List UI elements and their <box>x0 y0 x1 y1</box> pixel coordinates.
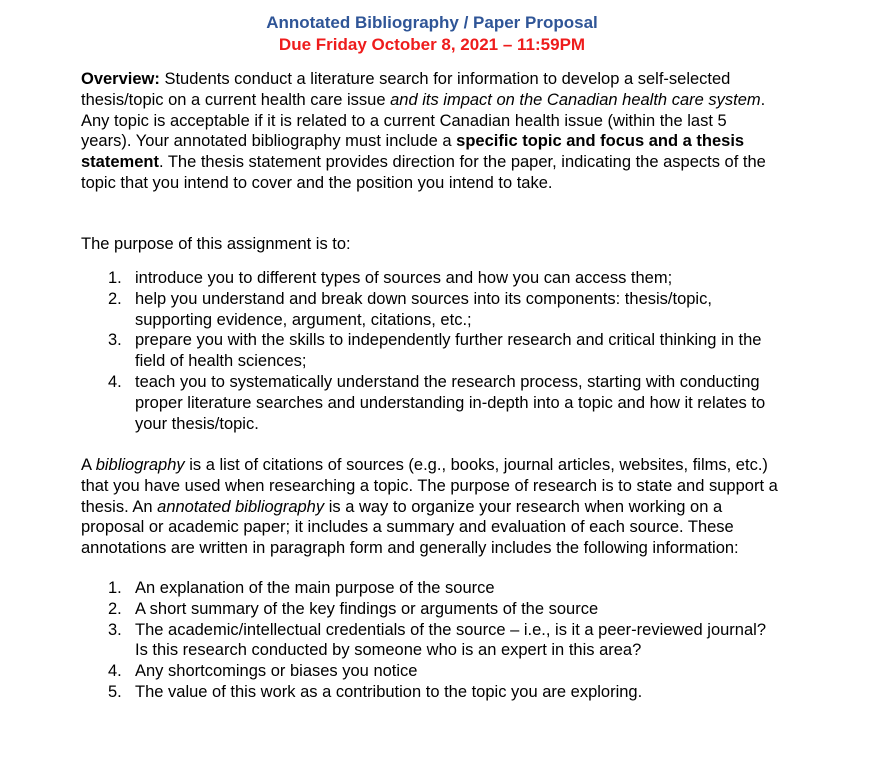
overview-text-2: . Any topic is acceptable if it is related to a current Canadian health issue (within the last 5 years). Your annotated bibliography must include a <box>81 90 766 151</box>
list-text: prepare you with the skills to independently further research and critical thinking in the field of health sciences; <box>135 331 762 371</box>
list-number: 1. <box>108 579 122 597</box>
list-text: The academic/intellectual credentials of the source – i.e., is it a peer-reviewed journal? Is this research conducted by someone who is an expert in this area? <box>135 620 766 660</box>
list-number: 2. <box>108 599 122 618</box>
list-item <box>81 268 781 289</box>
bibliography-text-3: is a way to organize your research when working on a proposal or academic paper; it includes a summary and evaluation of each source. These annotations are written in paragraph form and generally includes the following information: <box>81 497 739 558</box>
list-number: 3. <box>108 620 122 639</box>
bibliography-text-2: is a list of citations of sources (e.g., books, journal articles, websites, films, etc.) that you have used when researching a topic. The purpose of research is to state and support a thesis. An <box>81 456 778 516</box>
list-number: 3. <box>108 331 122 350</box>
list-item <box>81 661 781 682</box>
list-item <box>81 620 781 662</box>
list-number: 4. <box>108 372 122 391</box>
list-text: An explanation of the main purpose of the source <box>135 579 495 597</box>
overview-text-3: . The thesis statement provides direction for the paper, indicating the aspects of the topic that you intend to cover and the position you intend to take. <box>81 153 766 192</box>
bibliography-italic-2: annotated bibliography <box>157 497 325 516</box>
list-item <box>81 682 781 703</box>
list-item <box>81 330 781 372</box>
annotation-list <box>81 578 781 703</box>
overview-bold-1: specific topic and focus and a thesis statement <box>81 132 745 172</box>
overview-text-1: Students conduct a literature search for information to develop a self-selected thesis/topic on a current health care issue <box>81 70 731 109</box>
list-item <box>81 599 781 620</box>
list-number: 2. <box>108 289 122 308</box>
list-item <box>81 289 781 331</box>
list-text: introduce you to different types of sources and how you can access them; <box>135 269 673 287</box>
bibliography-text-1: A <box>81 456 96 474</box>
overview-italic-1: and its impact on the Canadian health care system <box>390 90 761 109</box>
list-text: The value of this work as a contribution to the topic you are exploring. <box>135 682 643 701</box>
document-title: Annotated Bibliography / Paper Proposal <box>266 13 598 32</box>
list-text: help you understand and break down sources into its components: thesis/topic, supporting evidence, argument, citations, etc.; <box>135 289 712 329</box>
due-date: Due Friday October 8, 2021 – 11:59PM <box>278 35 586 54</box>
overview-label: Overview: <box>81 70 160 88</box>
list-text: teach you to systematically understand the research process, starting with conducting proper literature searches and understanding in-depth into a topic and how it relates to your thesis/topic. <box>135 372 766 433</box>
list-item <box>81 578 781 599</box>
list-text: A short summary of the key findings or arguments of the source <box>135 599 599 618</box>
bibliography-italic-1: bibliography <box>95 456 185 474</box>
bibliography-paragraph <box>81 455 781 559</box>
list-number: 4. <box>108 662 122 681</box>
list-text: Any shortcomings or biases you notice <box>135 662 418 681</box>
list-number: 1. <box>108 269 122 287</box>
purpose-list <box>81 268 781 434</box>
list-number: 5. <box>108 682 122 701</box>
purpose-intro: The purpose of this assignment is to: <box>81 235 351 253</box>
overview-paragraph <box>81 69 781 194</box>
list-item <box>81 372 781 434</box>
